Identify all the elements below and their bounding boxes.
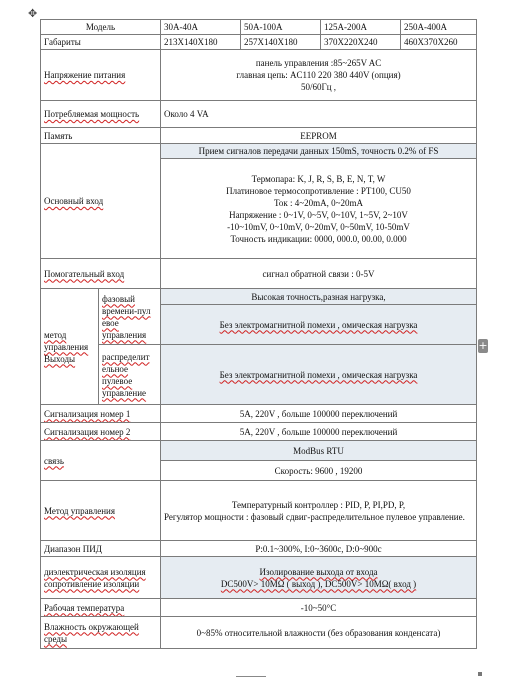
dimensions-label: Габариты (41, 35, 161, 50)
control-output-sub-1: фазовый времени-пул евое управления (99, 289, 161, 345)
add-handle-icon[interactable]: + (478, 339, 488, 352)
insulation-line-2: DC500V> 10MΩ ( выход ), DC500V> 10MΩ( вход ) (220, 578, 417, 589)
power-supply-value (161, 50, 477, 101)
model-col-3: 125A-200A (321, 20, 401, 35)
main-input-line-4: Ток : 4~20mA, 0~20mA (274, 197, 363, 208)
resize-handle-icon[interactable] (478, 672, 482, 676)
page-footer-line (236, 676, 266, 677)
work-temp-value: -10~50°C (161, 599, 477, 617)
dimensions-col-4: 460X370X260 (401, 35, 477, 50)
work-temp-label: Рабочая температура (41, 599, 161, 617)
dimensions-col-1: 213X140X180 (161, 35, 241, 50)
control-output-label (41, 289, 99, 405)
control-method-label: Метод управления (41, 481, 161, 541)
dimensions-row (41, 35, 477, 50)
work-temp-row (41, 599, 477, 617)
humidity-row (41, 617, 477, 649)
main-input-details (161, 159, 477, 259)
alarm1-row (41, 405, 477, 423)
model-label: Модель (41, 20, 161, 35)
header-row (41, 20, 477, 35)
power-supply-label: Напряжение питания (41, 50, 161, 101)
spec-table (40, 19, 477, 649)
alarm1-value: 5A, 220V , больше 100000 переключений (161, 405, 477, 423)
main-input-row-1 (41, 144, 477, 159)
insulation-line-1: Изолирование выхода от входа (259, 566, 378, 577)
control-output-label-2: Выходы (44, 353, 76, 364)
power-supply-line-3: 50/60Гц , (301, 82, 337, 92)
alarm2-row (41, 423, 477, 441)
alarm2-label: Сигнализация номер 2 (41, 423, 161, 441)
pid-range-value: P:0.1~300%, I:0~3600c, D:0~900c (161, 541, 477, 557)
memory-value: EEPROM (161, 128, 477, 144)
dimensions-col-2: 257X140X180 (241, 35, 321, 50)
model-col-2: 50A-100A (241, 20, 321, 35)
insulation-row (41, 557, 477, 599)
main-input-line-2: Термопара: K, J, R, S, B, E, N, T, W (251, 173, 386, 184)
main-input-line-5: Напряжение : 0~1V, 0~5V, 0~10V, 1~5V, 2~10V (229, 209, 408, 220)
memory-row (41, 128, 477, 144)
main-input-line-6: -10~10mV, 0~10mV, 0~20mV, 0~50mV, 10-50mV (227, 221, 410, 232)
control-output-value-2: Без электромагнитной помехи , омическая нагрузка (161, 345, 477, 405)
control-method-line-1: Температурный контроллер : PID, P, PI,PD, P, (231, 499, 406, 510)
comm-speed: Скорость: 9600 , 19200 (161, 461, 477, 481)
main-input-line-3: Платиновое термосопротивление : PT100, CU50 (226, 185, 411, 196)
pid-range-label: Диапазон ПИД (41, 541, 161, 557)
humidity-value: 0~85% относительной влажности (без образования конденсата) (161, 617, 477, 649)
alarm1-label: Сигнализация номер 1 (41, 405, 161, 423)
control-output-value-1a: Высокая точность,разная нагрузка, (161, 289, 477, 305)
control-output-sub-2: распределит ельное пулевое управление (99, 345, 161, 405)
model-col-4: 250A-400A (401, 20, 477, 35)
control-output-label-1: метод управления (44, 329, 89, 352)
control-output-value-1b: Без электромагнитной помехи , омическая нагрузка (161, 305, 477, 345)
control-output-row-1 (41, 289, 477, 305)
main-input-line-1: Прием сигналов передачи данных 150mS, точность 0.2% of FS (161, 144, 477, 159)
power-supply-row (41, 50, 477, 101)
alarm2-value: 5A, 220V , больше 100000 переключений (161, 423, 477, 441)
aux-input-label: Помогательный вход (41, 259, 161, 289)
aux-input-value: сигнал обратной связи : 0-5V (161, 259, 477, 289)
insulation-label: диэлектрическая изоляция сопротивление изоляции (41, 557, 161, 599)
aux-input-row (41, 259, 477, 289)
humidity-label: Влажность окружающей среды (41, 617, 161, 649)
power-supply-line-2: главная цепь: AC110 220 380 440V (опция) (236, 70, 401, 80)
control-output-row-3 (41, 345, 477, 405)
move-handle-icon[interactable]: ✥ (28, 7, 38, 20)
control-method-row (41, 481, 477, 541)
insulation-value (161, 557, 477, 599)
pid-range-row (41, 541, 477, 557)
power-consumption-label: Потребляемая мощность (41, 101, 161, 128)
comm-protocol: ModBus RTU (161, 441, 477, 461)
memory-label: Память (41, 128, 161, 144)
power-consumption-row (41, 101, 477, 128)
comm-row-1 (41, 441, 477, 461)
comm-label: связь (41, 441, 161, 481)
main-input-label: Основный вход (41, 144, 161, 259)
power-consumption-value: Около 4 VA (161, 101, 477, 128)
model-col-1: 30A-40A (161, 20, 241, 35)
control-method-value (161, 481, 477, 541)
dimensions-col-3: 370X220X240 (321, 35, 401, 50)
main-input-line-7: Точность индикации: 0000, 000.0, 00.00, 0.000 (230, 233, 407, 244)
control-method-line-2: Регулятор мощности : фазовый сдвиг-распределительное пулевое управление. (164, 511, 465, 522)
power-supply-line-1: панель управления :85~265V AC (255, 58, 382, 68)
